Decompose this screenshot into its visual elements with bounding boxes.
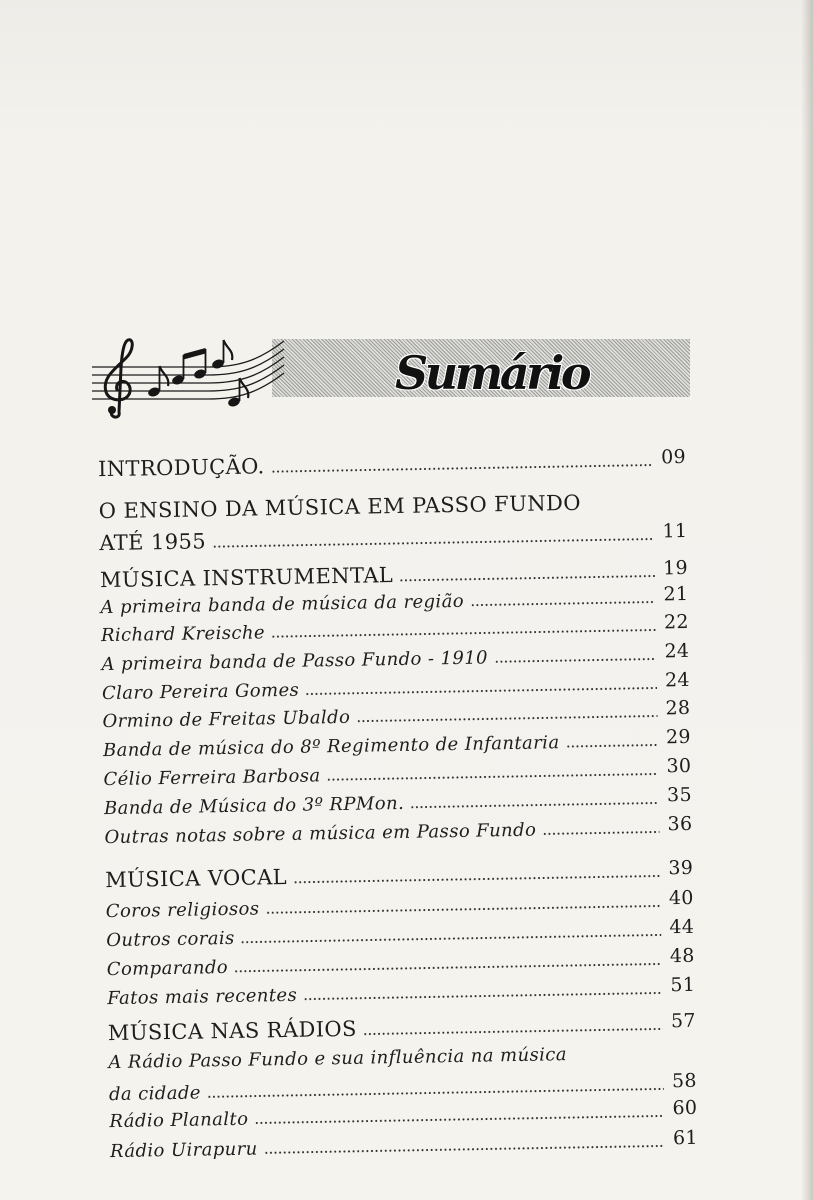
- toc-entry-title: ATÉ 1955: [99, 529, 207, 556]
- toc-subentry-title: Outros corais: [106, 927, 235, 952]
- toc-subentry-title: Banda de música do 8º Regimento de Infantaria: [102, 732, 560, 762]
- dot-leader: [410, 801, 659, 808]
- toc-subentry-page: 30: [666, 754, 692, 778]
- page-title: Sumário: [395, 346, 589, 400]
- toc-subentry-title: A Rádio Passo Fundo e sua influência na música: [108, 1044, 568, 1074]
- toc-subentry-title: Célio Ferreira Barbosa: [103, 765, 321, 791]
- toc-subentry-title: A primeira banda de música da região: [100, 590, 465, 619]
- toc-subentry-title: Fatos mais recentes: [107, 984, 298, 1010]
- toc-subentry-page: 22: [663, 610, 690, 634]
- music-staff-icon: [88, 328, 288, 428]
- dot-leader: [542, 830, 659, 835]
- toc-entry: [98, 446, 686, 482]
- toc-entry-line: [99, 488, 687, 524]
- dot-leader: [305, 686, 657, 695]
- dot-leader: [356, 714, 657, 722]
- dot-leader: [327, 772, 659, 781]
- toc-subentry-page: 58: [671, 1069, 698, 1093]
- toc-subentry-page: 61: [672, 1126, 699, 1150]
- treble-clef-icon: [105, 340, 132, 417]
- toc-subentry: [103, 754, 692, 791]
- toc-subentry-page: 51: [670, 973, 696, 997]
- toc-subentry-page: 24: [664, 639, 690, 663]
- toc-subentry-title: Outras notas sobre a música em Passo Fundo: [104, 819, 537, 849]
- toc-subentry: [107, 973, 696, 1010]
- toc-subentry-page: 36: [667, 812, 693, 836]
- toc-subentry: [103, 783, 693, 820]
- toc-subentry-title: Coros religiosos: [105, 898, 260, 923]
- toc-subentry-page: 35: [666, 783, 693, 807]
- toc-subentry: [101, 639, 690, 676]
- toc-entry-page: 19: [662, 556, 689, 580]
- dot-leader: [265, 904, 661, 914]
- toc-subentry-title: Richard Kreische: [100, 622, 266, 647]
- toc-subentry-page: 28: [665, 696, 691, 720]
- page-edge-shadow: [801, 0, 813, 1200]
- toc-subentry-title: Rádio Planalto: [109, 1108, 249, 1133]
- toc-subentry-page: 40: [668, 886, 694, 910]
- toc-entry-title: MÚSICA VOCAL: [105, 864, 288, 893]
- dot-leader: [566, 743, 659, 748]
- toc-entry-title: INTRODUÇÃO.: [97, 454, 265, 482]
- music-note-icon: [147, 366, 168, 398]
- toc-entry-page: 39: [668, 856, 694, 880]
- dot-leader: [303, 991, 662, 1000]
- dot-leader: [271, 463, 654, 473]
- dot-leader: [212, 537, 655, 548]
- toc-subentry: [105, 886, 694, 923]
- toc-entry: [108, 1010, 696, 1046]
- toc-subentry-page: 60: [672, 1096, 698, 1120]
- toc-entry-title: MÚSICA INSTRUMENTAL: [99, 563, 394, 593]
- dot-leader: [264, 1144, 665, 1154]
- toc-subentry-title: A primeira banda de Passo Fundo - 1910: [101, 647, 489, 676]
- toc-subentry: [106, 944, 695, 981]
- toc-subentry-line: [108, 1041, 696, 1075]
- toc-subentry-page: 29: [665, 725, 692, 749]
- music-note-icon: [227, 378, 248, 408]
- dot-leader: [363, 1027, 663, 1035]
- dot-leader: [470, 600, 656, 606]
- toc-subentry: [102, 725, 692, 762]
- dot-leader: [494, 657, 657, 663]
- dot-leader: [207, 1087, 664, 1098]
- dot-leader: [399, 574, 655, 581]
- toc-section-introducao: [97, 440, 687, 482]
- toc-subentry-page: 24: [664, 668, 691, 692]
- toc-subentry-page: 48: [669, 944, 695, 968]
- dot-leader: [241, 933, 662, 943]
- toc-subentry-page: 44: [669, 915, 695, 939]
- dot-leader: [234, 962, 662, 972]
- toc-subentry-title: Claro Pereira Gomes: [101, 679, 300, 705]
- dot-leader: [293, 874, 660, 883]
- toc-entry-line: [99, 520, 687, 556]
- toc-entry-page: 09: [660, 445, 687, 469]
- toc-subentry: [104, 812, 693, 849]
- toc-entry-title: MÚSICA NAS RÁDIOS: [107, 1016, 357, 1046]
- toc-subentry-title: Rádio Uirapuru: [109, 1138, 258, 1163]
- toc-subentry: [106, 915, 695, 952]
- toc-subentry: [109, 1126, 699, 1163]
- dot-leader: [271, 628, 656, 638]
- toc-entry-title: O ENSINO DA MÚSICA EM PASSO FUNDO: [98, 490, 582, 524]
- toc-entry-page: 57: [670, 1009, 696, 1033]
- toc-subentry-title: Ormino de Freitas Ubaldo: [102, 706, 351, 733]
- toc-subentry-title: Banda de Música do 3º RPMon.: [103, 792, 405, 820]
- toc-subentry-page: 21: [663, 582, 689, 606]
- dot-leader: [254, 1114, 664, 1124]
- table-of-contents: [98, 440, 699, 1172]
- toc-subentry-title: da cidade: [108, 1082, 202, 1106]
- toc-entry: [105, 857, 693, 893]
- toc-subentry-title: Comparando: [106, 956, 229, 981]
- toc-entry-page: 11: [662, 519, 688, 543]
